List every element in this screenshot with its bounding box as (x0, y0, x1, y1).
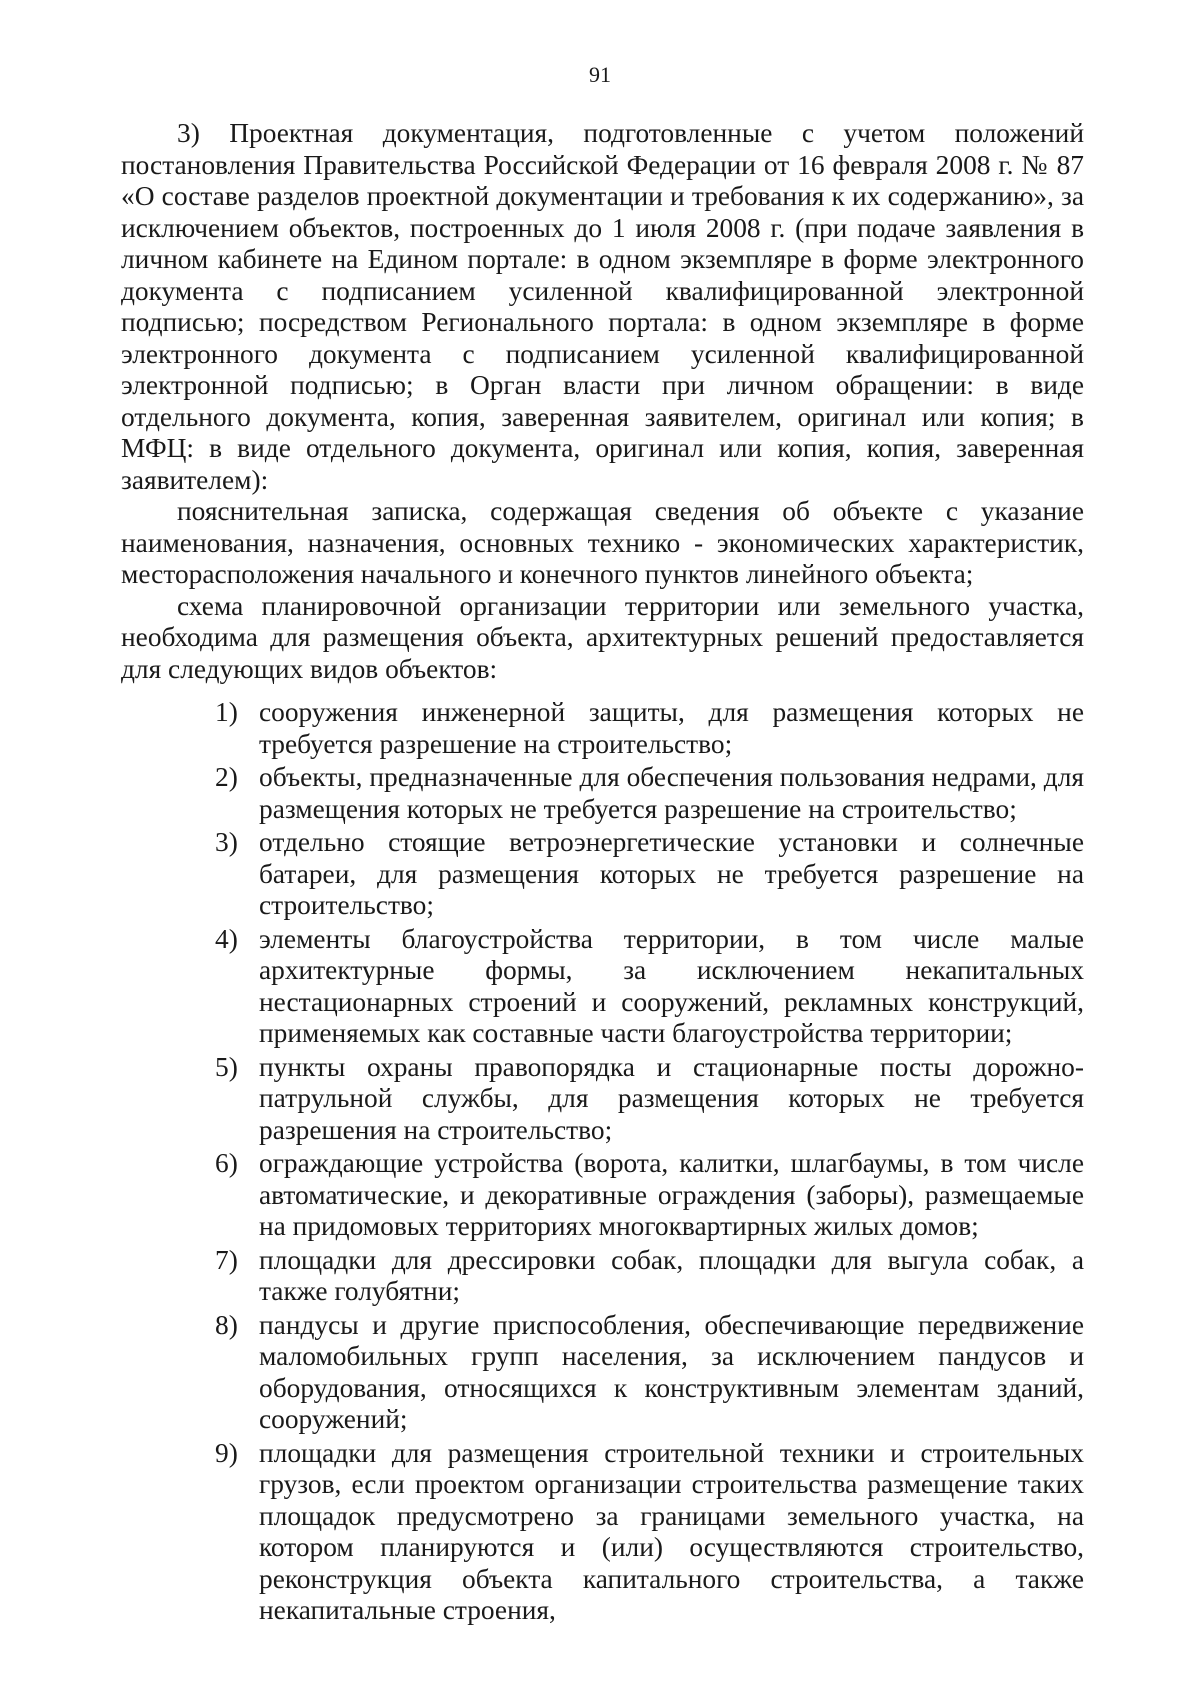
list-item-number: 1) (215, 697, 238, 727)
list-item-text: сооружения инженерной защиты, для размещения которых не требуется разрешение на строительство; (259, 697, 1084, 759)
list-item-number: 5) (215, 1051, 238, 1082)
list-item-text: объекты, предназначенные для обеспечения пользования недрами, для размещения которых не требуется разрешение на строительство; (259, 762, 1084, 824)
list-item-number: 7) (215, 1244, 238, 1275)
list-item-text: отдельно стоящие ветроэнергетические установки и солнечные батареи, для размещения которых не требуется разрешение на строительство; (259, 827, 1084, 920)
list-item-number: 6) (215, 1148, 238, 1178)
list-item-text: пункты охраны правопорядка и стационарные посты дорожно-патрульной службы, для размещения которых не требуется разрешения на строительство; (259, 1051, 1084, 1145)
list-item (215, 923, 1084, 1050)
list-item-text: площадки для размещения строительной техники и строительных грузов, если проектом организации строительства размещение таких площадок предусмотрено за границами земельного участка, на котором планируются и (или) осуществляются строительство, реконструкция объекта капитального строительства, а также некапитальные строения, (259, 1437, 1084, 1625)
list-item (215, 1148, 1084, 1243)
list-item-text: ограждающие устройства (ворота, калитки, шлагбаумы, в том числе автоматические, и декоративные ограждения (заборы), размещаемые на придомовых территориях многоквартирных жилых домов; (259, 1148, 1084, 1241)
list-item (215, 1437, 1084, 1627)
list-item-number: 9) (215, 1437, 238, 1468)
paragraph-explanatory-note: пояснительная записка, содержащая сведения об объекте с указание наименования, назначения, основных технико - экономических характеристик, месторасположения начального и конечного пунктов линейного объекта; (121, 496, 1084, 589)
list-item-text: площадки для дрессировки собак, площадки для выгула собак, а также голубятни; (259, 1244, 1084, 1306)
paragraph-project-documentation: 3) Проектная документация, подготовленные с учетом положений постановления Правительства Российской Федерации от 16 февраля 2008 г. № 87 «О составе разделов проектной документации и требования к их содержанию», за исключением объектов, построенных до 1 июля 2008 г. (при подаче заявления в личном кабинете на Едином портале: в одном экземпляре в форме электронного документа с подписанием усиленной квалифицированной электронной подписью; посредством Регионального портала: в одном экземпляре в форме электронного документа с подписанием усиленной квалифицированной электронной подписью; в Орган власти при личном обращении: в виде отдельного документа, копия, заверенная заявителем, оригинал или копия; в МФЦ: в виде отдельного документа, оригинал или копия, копия, заверенная заявителем): (121, 118, 1084, 495)
list-item-text: элементы благоустройства территории, в том числе малые архитектурные формы, за исключением некапитальных нестационарных строений и сооружений, рекламных конструкций, применяемых как составные части благоустройства территории; (259, 923, 1084, 1048)
list-item-text: пандусы и другие приспособления, обеспечивающие передвижение маломобильных групп населения, за исключением пандусов и оборудования, относящихся к конструктивным элементам зданий, сооружений; (259, 1309, 1084, 1434)
list-item (215, 1244, 1084, 1308)
document-body (121, 118, 1084, 1629)
list-item-number: 2) (215, 762, 238, 792)
list-item-number: 4) (215, 923, 238, 954)
list-item-number: 8) (215, 1309, 238, 1340)
list-item (215, 1309, 1084, 1436)
paragraph-site-plan-scheme: схема планировочной организации территории или земельного участка, необходима для размещения объекта, архитектурных решений предоставляется для следующих видов объектов: (121, 590, 1084, 684)
list-item (215, 697, 1084, 760)
object-types-list (121, 697, 1084, 1627)
page-number: 91 (589, 62, 611, 87)
list-item (215, 1051, 1084, 1147)
list-item (215, 827, 1084, 922)
list-item (215, 762, 1084, 825)
list-item-number: 3) (215, 827, 238, 857)
